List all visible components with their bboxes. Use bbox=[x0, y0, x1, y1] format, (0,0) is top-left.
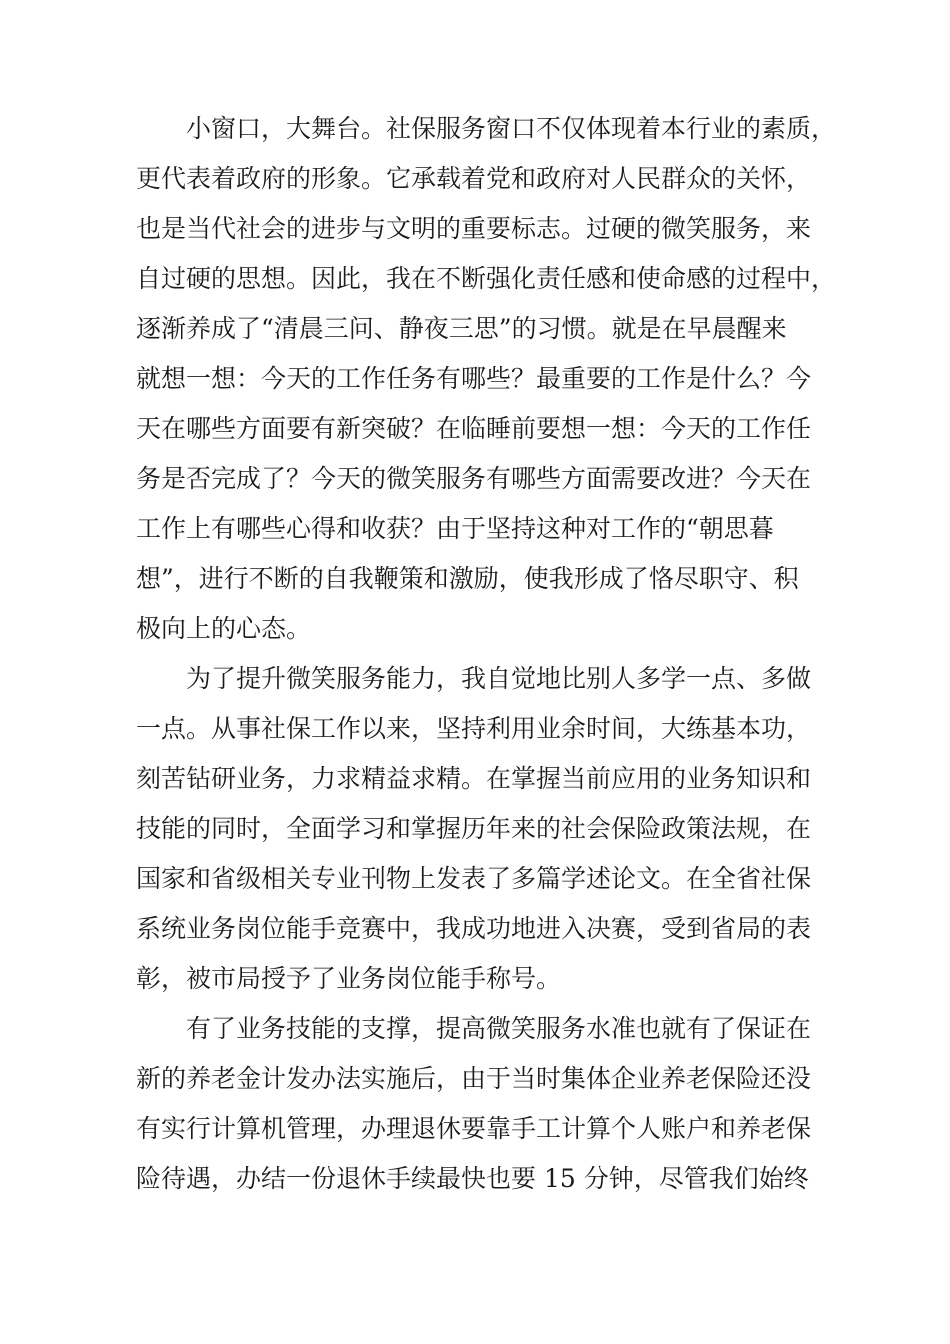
paragraph-1-line-5: 逐渐养成了“清晨三问、静夜三思”的习惯。就是在早晨醒来 bbox=[136, 314, 787, 343]
paragraph-1-line-2: 更代表着政府的形象。它承载着党和政府对人民群众的关怀， bbox=[136, 164, 812, 193]
paragraph-1-line-7: 天在哪些方面要有新突破？在临睡前要想一想：今天的工作任 bbox=[136, 414, 812, 443]
paragraph-1-line-10: 想”，进行不断的自我鞭策和激励，使我形成了恪尽职守、积 bbox=[136, 564, 799, 593]
paragraph-1-line-6: 就想一想：今天的工作任务有哪些？最重要的工作是什么？今 bbox=[136, 364, 812, 393]
paragraph-3-line-4: 险待遇，办结一份退休手续最快也要 15 分钟，尽管我们始终 bbox=[136, 1164, 809, 1193]
paragraph-1-line-1: 小窗口，大舞台。社保服务窗口不仅体现着本行业的素质， bbox=[186, 114, 837, 143]
paragraph-1-line-9: 工作上有哪些心得和收获？由于坚持这种对工作的“朝思暮 bbox=[136, 514, 774, 543]
paragraph-1-line-3: 也是当代社会的进步与文明的重要标志。过硬的微笑服务，来 bbox=[136, 214, 812, 243]
paragraph-2-line-3: 刻苦钻研业务，力求精益求精。在掌握当前应用的业务知识和 bbox=[136, 764, 812, 793]
paragraph-2-line-7: 彰，被市局授予了业务岗位能手称号。 bbox=[136, 964, 562, 993]
paragraph-1-line-8: 务是否完成了？今天的微笑服务有哪些方面需要改进？今天在 bbox=[136, 464, 812, 493]
paragraph-3-line-3: 有实行计算机管理，办理退休要靠手工计算个人账户和养老保 bbox=[136, 1114, 812, 1143]
paragraph-3-line-1: 有了业务技能的支撑，提高微笑服务水准也就有了保证在 bbox=[186, 1014, 812, 1043]
paragraph-2-line-6: 系统业务岗位能手竞赛中，我成功地进入决赛，受到省局的表 bbox=[136, 914, 812, 943]
paragraph-2-line-2: 一点。从事社保工作以来，坚持利用业余时间，大练基本功， bbox=[136, 714, 812, 743]
paragraph-1-line-4: 自过硬的思想。因此，我在不断强化责任感和使命感的过程中， bbox=[136, 264, 837, 293]
paragraph-2-line-4: 技能的同时，全面学习和掌握历年来的社会保险政策法规，在 bbox=[136, 814, 812, 843]
paragraph-2-line-1: 为了提升微笑服务能力，我自觉地比别人多学一点、多做 bbox=[186, 664, 812, 693]
paragraph-2-line-5: 国家和省级相关专业刊物上发表了多篇学述论文。在全省社保 bbox=[136, 864, 812, 893]
document-body bbox=[136, 104, 856, 1204]
paragraph-1-line-11: 极向上的心态。 bbox=[136, 614, 312, 643]
paragraph-3-line-2: 新的养老金计发办法实施后，由于当时集体企业养老保险还没 bbox=[136, 1064, 812, 1093]
